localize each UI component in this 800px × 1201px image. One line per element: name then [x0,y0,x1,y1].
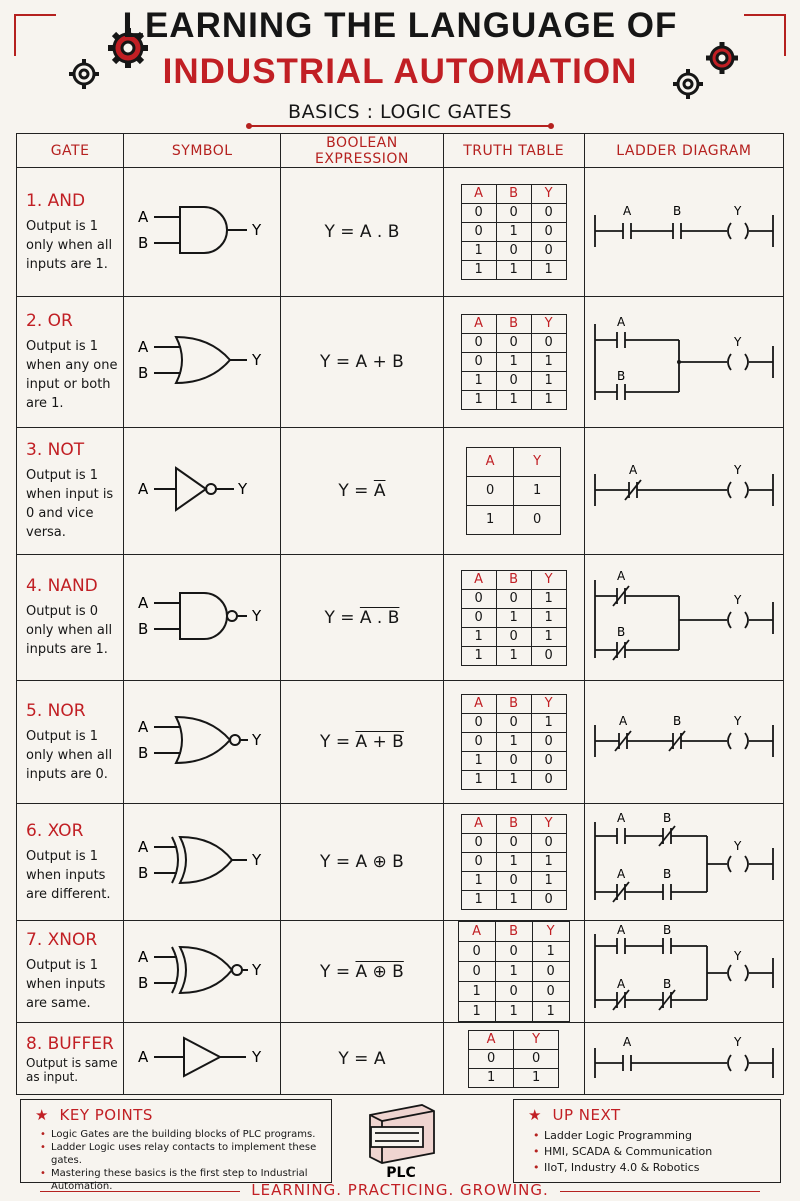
boolean-expression: Y = A ⊕ B [281,921,443,1023]
gate-row-and [17,168,784,297]
star-icon: ★ [35,1106,49,1124]
and-ladder-diagram [585,185,783,275]
svg-text:Y: Y [733,204,742,218]
gate-description: Output is 1 only when all inputs are 1. [26,218,113,272]
subtitle-underline [250,125,550,127]
svg-text:B: B [616,624,625,639]
truth-table: A B Y 0 0 1 0 1 0 1 0 0 1 1 0 [461,694,567,790]
boolean-expression: Y = A + B [281,681,443,804]
gate-cell [17,428,124,555]
svg-text:B: B [138,744,149,762]
gate-row-xor [17,804,784,921]
gate-name: 3. NOT [26,440,85,460]
header-ladder-diagram: LADDER DIAGRAM [584,134,783,168]
gate-row-or [17,297,784,428]
svg-text:A: A [138,1047,149,1066]
ladder-cell [584,681,783,804]
truth-table-cell [443,921,584,1023]
key-points-title: ★ KEY POINTS [35,1106,153,1124]
header-gate: GATE [17,134,124,168]
truth-table-cell [443,555,584,681]
svg-text:Y: Y [252,960,262,979]
not-gate-symbol [124,444,280,534]
svg-text:A: A [616,568,625,583]
symbol-cell [124,555,281,681]
header-symbol: SYMBOL [124,134,281,168]
svg-text:Y: Y [252,851,262,869]
symbol-cell [124,1023,281,1095]
truth-table-cell [443,681,584,804]
gate-name: 1. AND [26,190,86,211]
gate-description: Output is 1 when any one input or both are 1. [26,339,118,411]
symbol-cell [124,804,281,921]
gate-description: Output is 1 when input is 0 and vice versa. [26,468,114,540]
gate-cell [17,681,124,804]
svg-text:A: A [616,867,625,881]
buffer-gate-symbol [124,1024,280,1090]
gate-description: Output is 1 only when all inputs are 0. [26,728,113,782]
svg-text:Y: Y [733,592,742,607]
truth-table-cell [443,428,584,555]
svg-text:A: A [616,976,625,991]
gate-row-buffer [17,1023,784,1095]
svg-text:A: A [616,922,625,937]
svg-text:Y: Y [252,606,262,625]
list-item: • IIoT, Industry 4.0 & Robotics [544,1160,780,1176]
gate-cell [17,804,124,921]
truth-table: A B Y 0 0 0 0 1 1 1 0 1 1 1 0 [461,814,567,910]
input-a-label: A [138,208,149,226]
xor-gate-symbol [124,815,280,905]
gate-row-nand [17,555,784,681]
svg-text:A: A [628,463,637,477]
svg-text:B: B [616,369,625,383]
gate-row-xnor [17,921,784,1023]
gate-row-not [17,428,784,555]
gate-description: Output is 1 when inputs are different. [26,848,111,902]
truth-table-cell [443,297,584,428]
svg-text:Y: Y [733,1034,742,1049]
svg-text:B: B [138,864,149,882]
input-b-label: B [138,234,149,252]
svg-text:A: A [618,714,627,728]
page-title-highlight: INDUSTRIAL AUTOMATION [162,52,638,91]
gate-name: 2. OR [26,311,73,331]
gate-description: Output is 1 when inputs are same. [26,958,106,1011]
nor-ladder-diagram [585,695,783,785]
ladder-cell [584,1023,783,1095]
list-item: • HMI, SCADA & Communication [544,1144,780,1160]
truth-table: A B Y 0 0 1 0 1 0 1 0 0 1 1 1 [458,921,570,1022]
page-title: LEARNING THE LANGUAGE OF [122,6,678,45]
gate-cell [17,168,124,297]
truth-table: A Y 0 1 1 0 [466,447,561,535]
list-item: • Logic Gates are the building blocks of PLC programs. [51,1128,331,1141]
plc-icon [362,1097,440,1183]
symbol-cell [124,428,281,555]
not-ladder-diagram [585,444,783,534]
svg-text:Y: Y [733,335,742,349]
buffer-ladder-diagram [585,1024,783,1090]
truth-table: A B Y 0 0 0 0 1 1 1 0 1 1 1 1 [461,314,567,410]
or-ladder-diagram [585,310,783,410]
svg-text:B: B [138,619,149,638]
gate-description: Output is 0 only when all inputs are 1. [26,604,113,657]
svg-text:Y: Y [733,839,742,853]
ladder-cell [584,428,783,555]
svg-text:B: B [138,973,149,992]
truth-table-cell [443,804,584,921]
boolean-expression: Y = A . B [281,555,443,681]
gate-cell [17,1023,124,1095]
gate-name: 8. BUFFER [26,1033,114,1054]
ladder-cell [584,921,783,1023]
svg-text:A: A [616,315,625,329]
svg-text:A: A [622,204,631,218]
list-item: • Ladder Logic uses relay contacts to implement these gates. [51,1141,331,1167]
plc-label: PLC [386,1165,416,1181]
truth-table: A B Y 0 0 1 0 1 1 1 0 1 1 1 0 [461,570,567,666]
key-points-box [20,1099,332,1192]
svg-text:A: A [138,718,149,736]
ladder-cell [584,168,783,297]
or-gate-symbol [124,315,280,405]
gate-cell [17,555,124,681]
gate-name: 5. NOR [26,700,86,721]
svg-text:B: B [662,976,671,991]
svg-text:B: B [672,714,681,728]
gate-cell [17,921,124,1023]
svg-text:B: B [672,204,681,218]
gate-description: Output is same as input. [26,1055,118,1084]
svg-text:Y: Y [252,1047,262,1066]
svg-text:Y: Y [733,463,742,477]
svg-text:A: A [138,338,149,356]
list-item: • Ladder Logic Programming [544,1128,780,1144]
boolean-expression: Y = A ⊕ B [281,804,443,921]
ladder-cell [584,297,783,428]
symbol-cell [124,921,281,1023]
xor-ladder-diagram [585,810,783,910]
svg-text:A: A [138,947,149,966]
svg-text:Y: Y [238,480,248,498]
ladder-cell [584,804,783,921]
footer-tagline: LEARNING. PRACTICING. GROWING. [251,1181,549,1199]
up-next-list [514,1128,780,1176]
nand-gate-symbol [124,571,280,661]
boolean-expression: Y = A + B [281,297,443,428]
boolean-expression: Y = A . B [281,168,443,297]
xnor-ladder-diagram [585,922,783,1018]
xnor-gate-symbol [124,925,280,1015]
boolean-expression: $Y = \overline{A}$ [281,428,443,555]
svg-text:B: B [662,867,671,881]
svg-text:A: A [138,838,149,856]
and-gate-symbol [124,185,280,275]
svg-text:Y: Y [252,731,262,749]
svg-text:B: B [138,364,149,382]
header-truth-table: TRUTH TABLE [443,134,584,168]
svg-text:B: B [662,922,671,937]
up-next-box [513,1099,781,1183]
svg-text:Y: Y [733,948,742,963]
boolean-expression: Y = A [281,1023,443,1095]
symbol-cell [124,297,281,428]
symbol-cell [124,681,281,804]
list-item: • Mastering these basics is the first step to Industrial Automation. [51,1167,331,1193]
svg-text:A: A [138,480,149,498]
page-subtitle: BASICS : LOGIC GATES [288,101,512,123]
svg-text:B: B [662,811,671,825]
truth-table-cell [443,1023,584,1095]
gate-name: 7. XNOR [26,930,98,950]
gate-cell [17,297,124,428]
truth-table: A B Y 0 0 0 0 1 0 1 0 0 1 1 1 [461,184,567,280]
nor-gate-symbol [124,695,280,785]
symbol-cell [124,168,281,297]
ladder-cell [584,555,783,681]
svg-text:A: A [616,811,625,825]
table-header-row [17,134,784,168]
svg-text:Y: Y [733,714,742,728]
truth-table-cell [443,168,584,297]
gate-name: 6. XOR [26,820,84,841]
header-boolean-expression: BOOLEAN EXPRESSION [281,134,443,168]
svg-text:Y: Y [252,351,262,369]
output-y-label: Y [252,221,262,239]
svg-text:A: A [138,593,149,612]
truth-table: A Y 0 0 1 1 [468,1030,559,1088]
gate-name: 4. NAND [26,576,98,596]
svg-text:A: A [622,1034,631,1049]
nand-ladder-diagram [585,566,783,666]
logic-gates-table [16,133,784,1095]
up-next-title: ★ UP NEXT [528,1106,621,1124]
gate-row-nor [17,681,784,804]
star-icon: ★ [528,1106,542,1124]
